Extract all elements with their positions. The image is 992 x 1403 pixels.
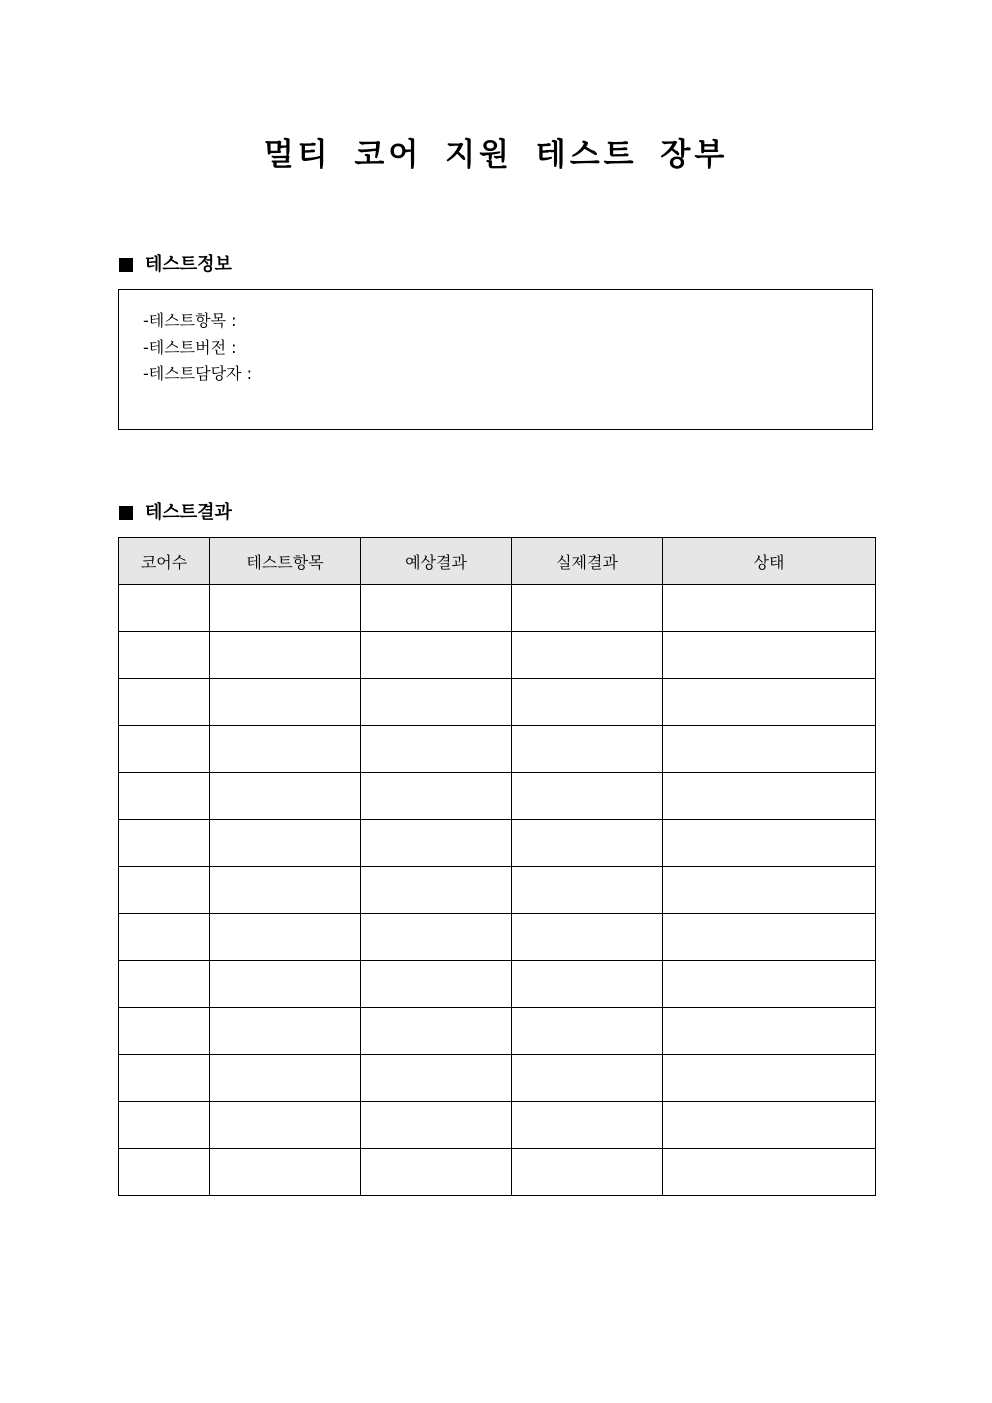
test-item-cell[interactable] <box>210 1149 361 1196</box>
cores-cell[interactable] <box>119 585 210 632</box>
expected-result-cell[interactable] <box>361 585 512 632</box>
actual-result-cell[interactable] <box>512 867 663 914</box>
expected-result-cell[interactable] <box>361 726 512 773</box>
test-info-box <box>118 289 873 430</box>
status-cell[interactable] <box>663 1102 876 1149</box>
cores-cell[interactable] <box>119 961 210 1008</box>
status-cell[interactable] <box>663 867 876 914</box>
section-heading-test-results <box>119 501 232 525</box>
actual-result-cell[interactable] <box>512 679 663 726</box>
cores-cell[interactable] <box>119 914 210 961</box>
column-header-status: 상태 <box>663 538 876 585</box>
cores-cell[interactable] <box>119 1149 210 1196</box>
table-header-row <box>119 538 876 585</box>
page-title: 멀티 코어 지원 테스트 장부 <box>263 137 729 173</box>
section-heading-label: 테스트결과 <box>145 502 232 523</box>
expected-result-cell[interactable] <box>361 1149 512 1196</box>
expected-result-cell[interactable] <box>361 820 512 867</box>
column-header-cores: 코어수 <box>119 538 210 585</box>
test-item-cell[interactable] <box>210 585 361 632</box>
cores-cell[interactable] <box>119 867 210 914</box>
actual-result-cell[interactable] <box>512 726 663 773</box>
table-row <box>119 820 876 867</box>
square-bullet-icon <box>119 258 133 272</box>
expected-result-cell[interactable] <box>361 1008 512 1055</box>
actual-result-cell[interactable] <box>512 961 663 1008</box>
table-row <box>119 585 876 632</box>
expected-result-cell[interactable] <box>361 1102 512 1149</box>
test-item-field[interactable]: -테스트항목 : <box>143 311 237 330</box>
table-row <box>119 961 876 1008</box>
table-row <box>119 1055 876 1102</box>
test-item-cell[interactable] <box>210 632 361 679</box>
cores-cell[interactable] <box>119 773 210 820</box>
table-row <box>119 914 876 961</box>
column-header-actual-result: 실제결과 <box>512 538 663 585</box>
square-bullet-icon <box>119 506 133 520</box>
test-item-cell[interactable] <box>210 961 361 1008</box>
status-cell[interactable] <box>663 773 876 820</box>
test-item-cell[interactable] <box>210 1055 361 1102</box>
expected-result-cell[interactable] <box>361 867 512 914</box>
cores-cell[interactable] <box>119 726 210 773</box>
test-item-cell[interactable] <box>210 867 361 914</box>
cores-cell[interactable] <box>119 1008 210 1055</box>
cores-cell[interactable] <box>119 1102 210 1149</box>
test-results-table <box>118 537 876 1196</box>
section-heading-label: 테스트정보 <box>145 254 232 275</box>
actual-result-cell[interactable] <box>512 1149 663 1196</box>
test-item-cell[interactable] <box>210 1102 361 1149</box>
test-item-cell[interactable] <box>210 726 361 773</box>
status-cell[interactable] <box>663 1055 876 1102</box>
cores-cell[interactable] <box>119 820 210 867</box>
expected-result-cell[interactable] <box>361 773 512 820</box>
actual-result-cell[interactable] <box>512 1102 663 1149</box>
column-header-test-item: 테스트항목 <box>210 538 361 585</box>
actual-result-cell[interactable] <box>512 632 663 679</box>
cores-cell[interactable] <box>119 1055 210 1102</box>
actual-result-cell[interactable] <box>512 1008 663 1055</box>
expected-result-cell[interactable] <box>361 679 512 726</box>
status-cell[interactable] <box>663 1149 876 1196</box>
table-row <box>119 726 876 773</box>
column-header-expected-result: 예상결과 <box>361 538 512 585</box>
table-row <box>119 867 876 914</box>
actual-result-cell[interactable] <box>512 585 663 632</box>
actual-result-cell[interactable] <box>512 1055 663 1102</box>
cores-cell[interactable] <box>119 679 210 726</box>
table-row <box>119 1102 876 1149</box>
section-heading-test-info <box>119 253 232 277</box>
status-cell[interactable] <box>663 679 876 726</box>
status-cell[interactable] <box>663 632 876 679</box>
expected-result-cell[interactable] <box>361 1055 512 1102</box>
test-results-body <box>119 585 876 1196</box>
status-cell[interactable] <box>663 961 876 1008</box>
test-item-cell[interactable] <box>210 773 361 820</box>
test-item-cell[interactable] <box>210 1008 361 1055</box>
expected-result-cell[interactable] <box>361 914 512 961</box>
test-item-cell[interactable] <box>210 820 361 867</box>
status-cell[interactable] <box>663 585 876 632</box>
actual-result-cell[interactable] <box>512 773 663 820</box>
test-owner-field[interactable]: -테스트담당자 : <box>143 364 252 383</box>
actual-result-cell[interactable] <box>512 914 663 961</box>
status-cell[interactable] <box>663 914 876 961</box>
actual-result-cell[interactable] <box>512 820 663 867</box>
test-version-field[interactable]: -테스트버전 : <box>143 337 237 357</box>
table-row <box>119 1008 876 1055</box>
table-row <box>119 632 876 679</box>
status-cell[interactable] <box>663 726 876 773</box>
status-cell[interactable] <box>663 1008 876 1055</box>
table-row <box>119 1149 876 1196</box>
expected-result-cell[interactable] <box>361 632 512 679</box>
status-cell[interactable] <box>663 820 876 867</box>
table-row <box>119 679 876 726</box>
table-row <box>119 773 876 820</box>
cores-cell[interactable] <box>119 632 210 679</box>
test-item-cell[interactable] <box>210 914 361 961</box>
expected-result-cell[interactable] <box>361 961 512 1008</box>
test-item-cell[interactable] <box>210 679 361 726</box>
